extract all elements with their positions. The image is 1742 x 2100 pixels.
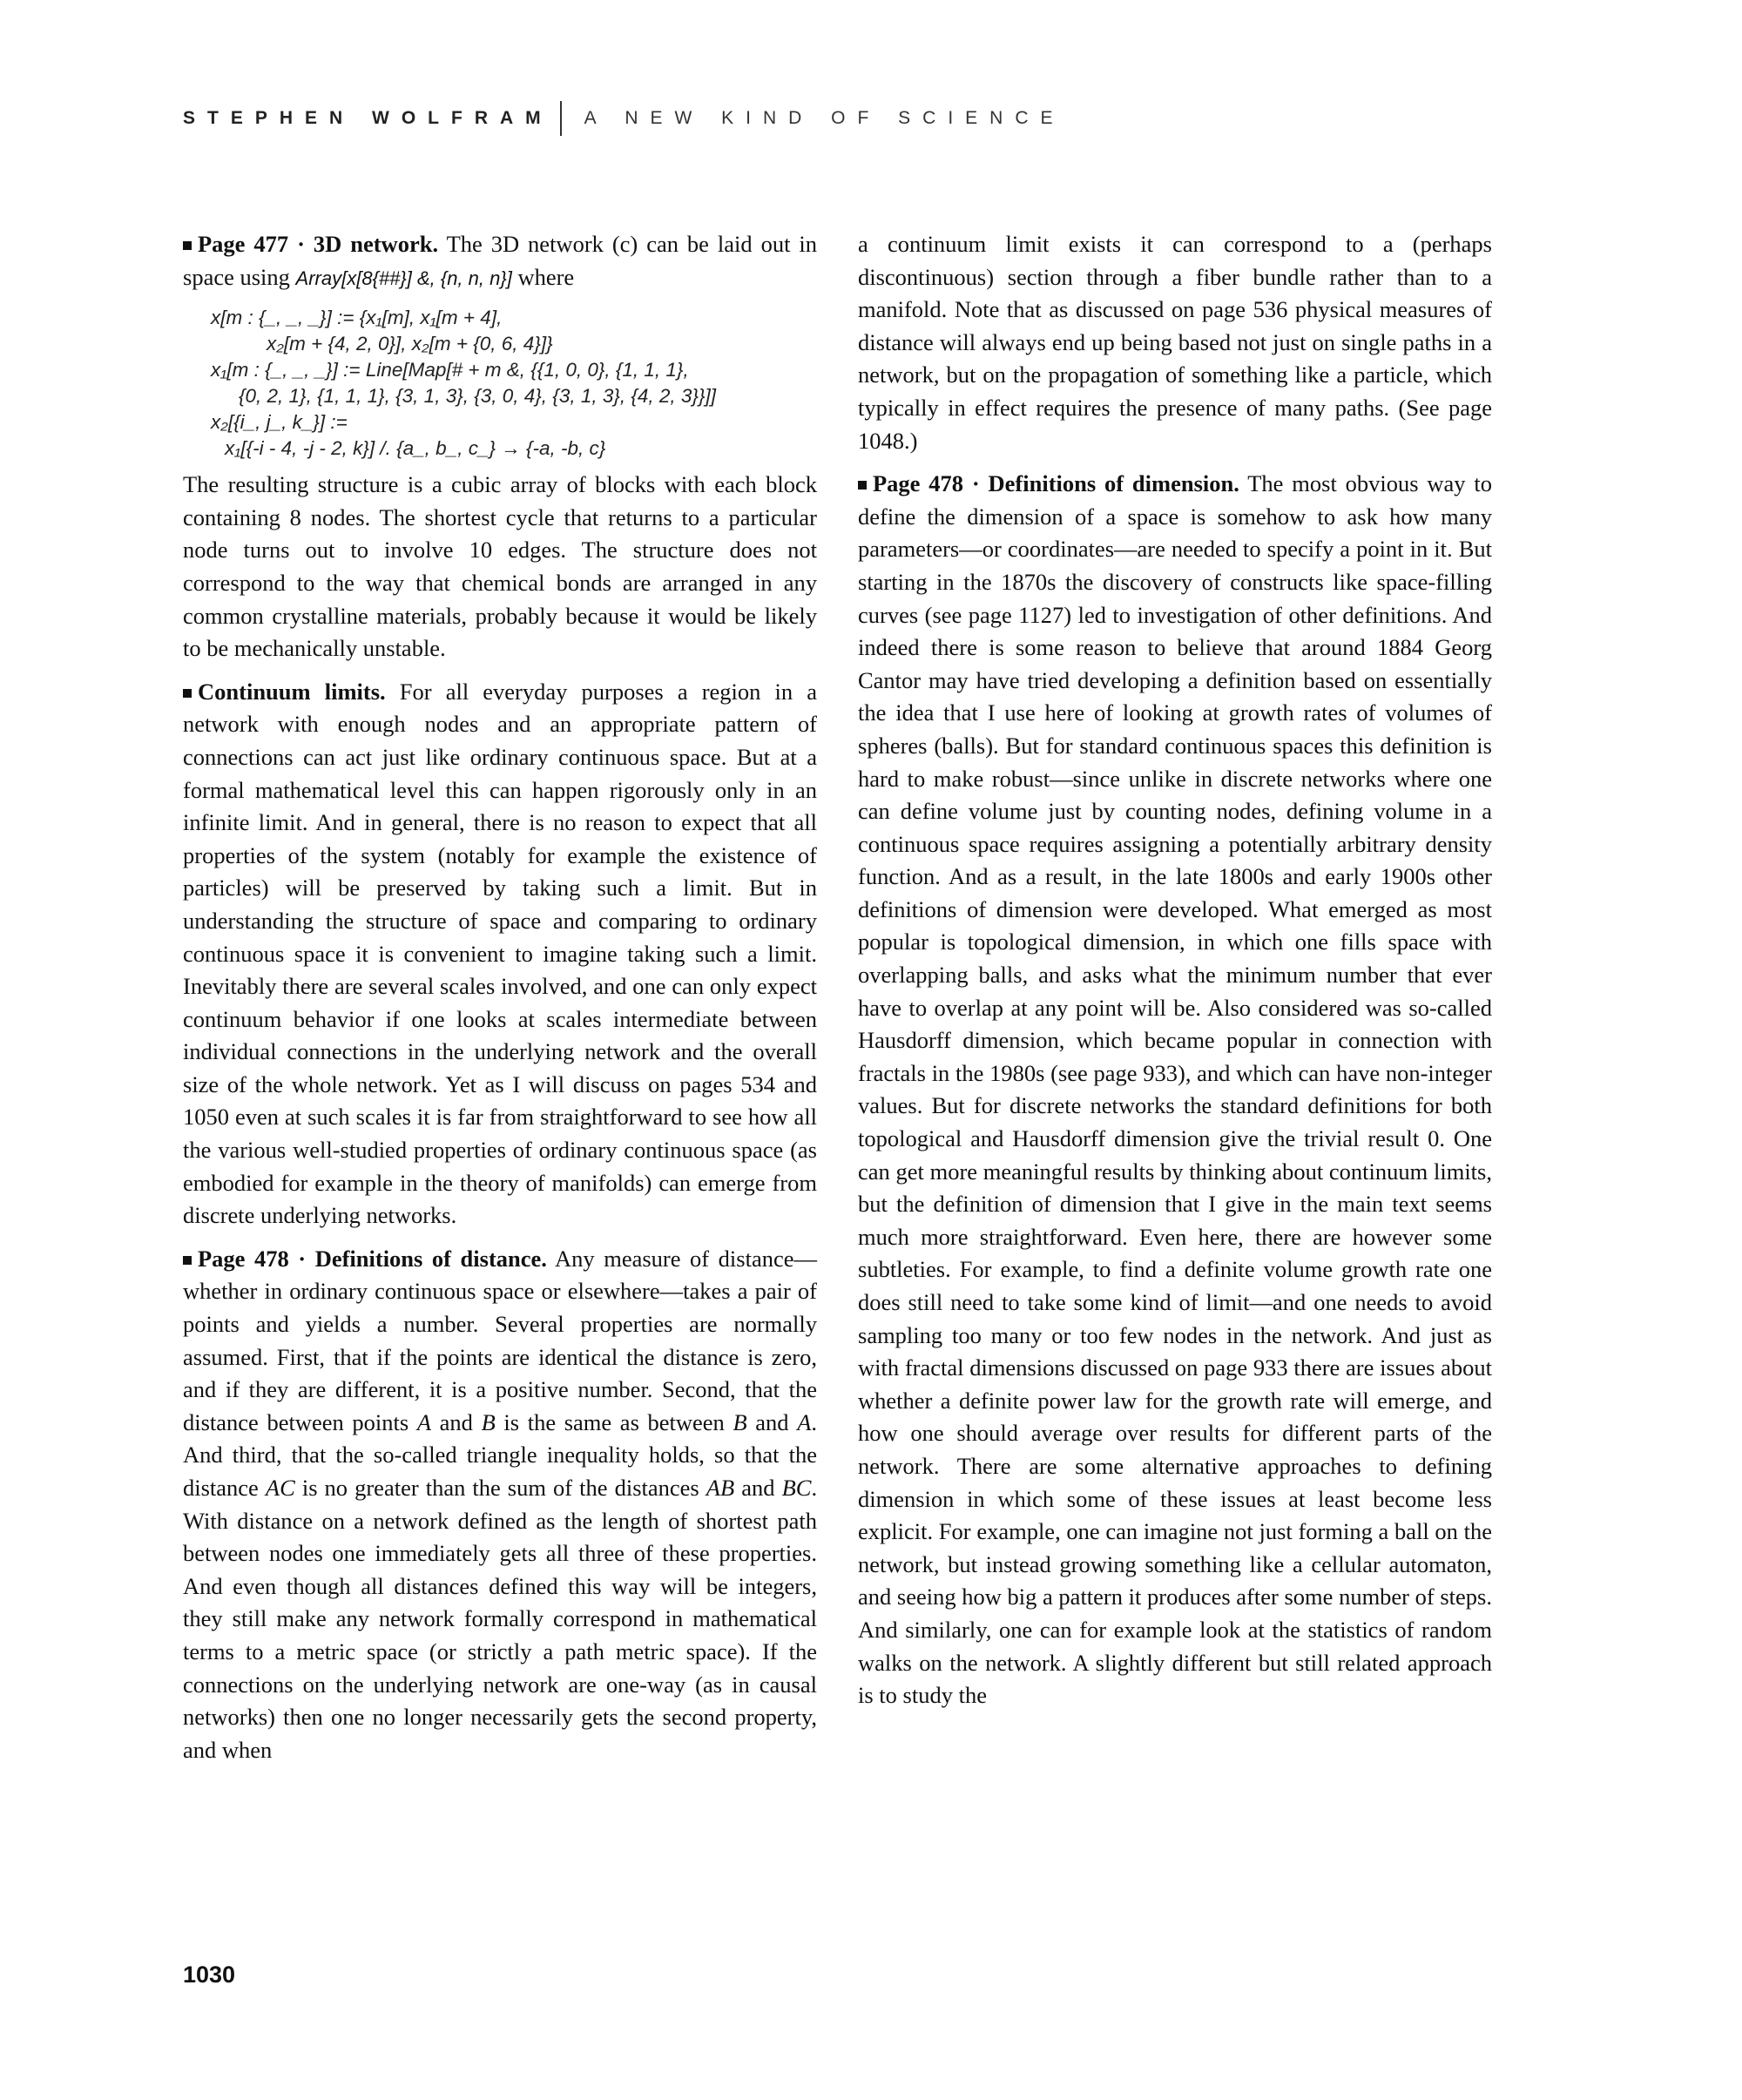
code-line: x₁[{-i - 4, -j - 2, k}] /. {a_, b_, c_} → {-a, -b, c}: [225, 437, 606, 460]
math-variable: AB: [706, 1475, 735, 1501]
note-heading: Continuum limits.: [198, 678, 386, 705]
code-line: x[m : {_, _, _}] := {x₁[m], x₁[m + 4],: [211, 307, 503, 329]
right-column: [858, 228, 1492, 1723]
inline-code: Array[x[8{##}] &, {n, n, n}]: [295, 267, 512, 289]
math-variable: A: [416, 1408, 432, 1435]
note-text: where: [517, 263, 575, 290]
math-variable: A: [797, 1408, 812, 1435]
bullet-square-icon: [183, 241, 192, 250]
note-definitions-of-dimension: [858, 468, 1492, 1712]
page-number: 1030: [183, 1962, 236, 1988]
running-head-book-title: A NEW KIND OF SCIENCE: [584, 108, 1065, 128]
note-heading: Page 478 · Definitions of distance.: [198, 1245, 547, 1272]
running-head: [183, 101, 1065, 136]
running-head-divider: [560, 101, 562, 136]
left-column: [183, 228, 817, 1777]
running-head-author: STEPHEN WOLFRAM: [183, 108, 553, 128]
note-text: is no greater than the sum of the distances: [301, 1475, 699, 1501]
note-text-paragraph: a continuum limit exists it can correspond to a (perhaps discontinuous) section through a fiber bundle rather than to a manifold. Note that as discussed on page 536 physical measures of distance will always end up being based not just on single paths in a network, but on the propagation of something like a particle, which typically in effect requires the presence of many paths. (See page 1048.): [858, 231, 1492, 454]
code-line: x₂[m + {4, 2, 0}], x₂[m + {0, 6, 4}]}: [267, 333, 553, 355]
note-definitions-of-distance: [183, 1243, 817, 1767]
math-variable: B: [481, 1408, 496, 1435]
code-line: x₂[{i_, j_, k_}] :=: [211, 411, 348, 434]
note-text: . And third, that the so-called triangle inequality holds, so that the distance: [183, 1408, 817, 1501]
note-text: is the same as between: [503, 1408, 725, 1435]
note-continuum-limits: [183, 676, 817, 1232]
bullet-square-icon: [183, 1256, 192, 1265]
math-variable: AC: [265, 1475, 295, 1501]
code-block: [183, 305, 817, 462]
note-text: and: [439, 1408, 473, 1435]
code-line: x₁[m : {_, _, _}] := Line[Map[# + m &, {{1, 0, 0}, {1, 1, 1},: [211, 359, 689, 382]
note-text: The 3D network (c) can be laid out in space using: [183, 231, 818, 290]
bullet-square-icon: [858, 481, 867, 490]
note-text-paragraph: The resulting structure is a cubic array of blocks with each block containing 8 nodes. The shortest cycle that returns to a particular node turns out to involve 10 edges. The structure does not correspond to the way that chemical bonds are arranged in any common crystalline materials, probably because it would be likely to be mechanically unstable.: [183, 471, 817, 662]
code-line: {0, 2, 1}, {1, 1, 1}, {3, 1, 3}, {3, 0, 4}, {3, 1, 3}, {4, 2, 3}}]]: [239, 385, 716, 408]
note-text: and: [755, 1408, 789, 1435]
note-text: and: [741, 1475, 775, 1501]
bullet-square-icon: [183, 689, 192, 698]
note-text: Any measure of distance—whether in ordinary continuous space or elsewhere—takes a pair of points and yields a number. Several properties are normally assumed. First, that if the points are identical the distance is zero, and if they are different, it is a positive number. Second, that the distance between points: [183, 1245, 817, 1435]
math-variable: BC: [781, 1475, 812, 1501]
note-text: . With distance on a network defined as the length of shortest path between nodes one immediately gets all three of these properties. And even though all distances defined this way will be integers, they still make any network formally correspond in mathematical terms to a metric space (or strictly a path metric space). If the connections on the underlying network are one-way (as in causal networks) then one no longer necessarily gets the second property, and when: [183, 1475, 818, 1763]
note-3d-network: [183, 228, 817, 294]
note-heading: Page 477 · 3D network.: [198, 231, 439, 257]
note-heading: Page 478 · Definitions of dimension.: [873, 470, 1239, 497]
math-variable: B: [733, 1408, 747, 1435]
note-text: For all everyday purposes a region in a network with enough nodes and an appropriate pattern of connections can act just like ordinary continuous space. But at a formal mathematical level this can happen rigorously only in an infinite limit. And in general, there is no reason to expect that all properties of the system (notably for example the existence of particles) will be preserved by taking such a limit. But in understanding the structure of space and comparing to ordinary continuous space it is convenient to imagine taking such a limit. Inevitably there are several scales involved, and one can only expect continuum behavior if one looks at scales intermediate between individual connections in the underlying network and the overall size of the whole network. Yet as I will discuss on pages 534 and 1050 even at such scales it is far from straightforward to see how all the various well-studied properties of ordinary continuous space (as embodied for example in the theory of manifolds) can emerge from discrete underlying networks.: [183, 678, 818, 1229]
note-text: The most obvious way to define the dimension of a space is somehow to ask how many parameters—or coordinates—are needed to specify a point in it. But starting in the 1870s the discovery of constructs like space-filling curves (see page 1127) led to investigation of other definitions. And indeed there is some reason to believe that around 1884 Georg Cantor may have tried developing a definition based on essentially the idea that I use here of looking at growth rates of volumes of spheres (balls). But for standard continuous spaces this definition is hard to make robust—since unlike in discrete networks where one can define volume just by counting nodes, defining volume in a continuous space requires assigning a potentially arbitrary density function. And as a result, in the late 1800s and early 1900s other definitions of dimension were developed. What emerged as most popular is topological dimension, in which one fills space with overlapping balls, and asks what the minimum number that ever have to overlap at any point will be. Also considered was so-called Hausdorff dimension, which became popular in connection with fractals in the 1980s (see page 933), and which can have non-integer values. But for discrete networks the standard definitions for both topological and Hausdorff dimension give the trivial result 0. One can get more meaningful results by thinking about continuum limits, but the definition of dimension that I give in the main text seems much more straightforward. Even here, there are however some subtleties. For example, to find a definite volume growth rate one does still need to take some kind of limit—and one needs to avoid sampling too many or too few nodes in the network. And just as with fractal dimensions discussed on page 933 there are issues about whether a definite power law for the growth rate will emerge, and how one should average over results for different parts of the network. There are some alternative approaches to defining dimension in which some of these issues at least become less explicit. For example, one can imagine not just forming a ball on the network, but instead growing something like a cellular automaton, and seeing how big a pattern it produces after some number of steps. And similarly, one can for example look at the statistics of random walks on the network. A slightly different but still related approach is to study the: [858, 470, 1492, 1709]
